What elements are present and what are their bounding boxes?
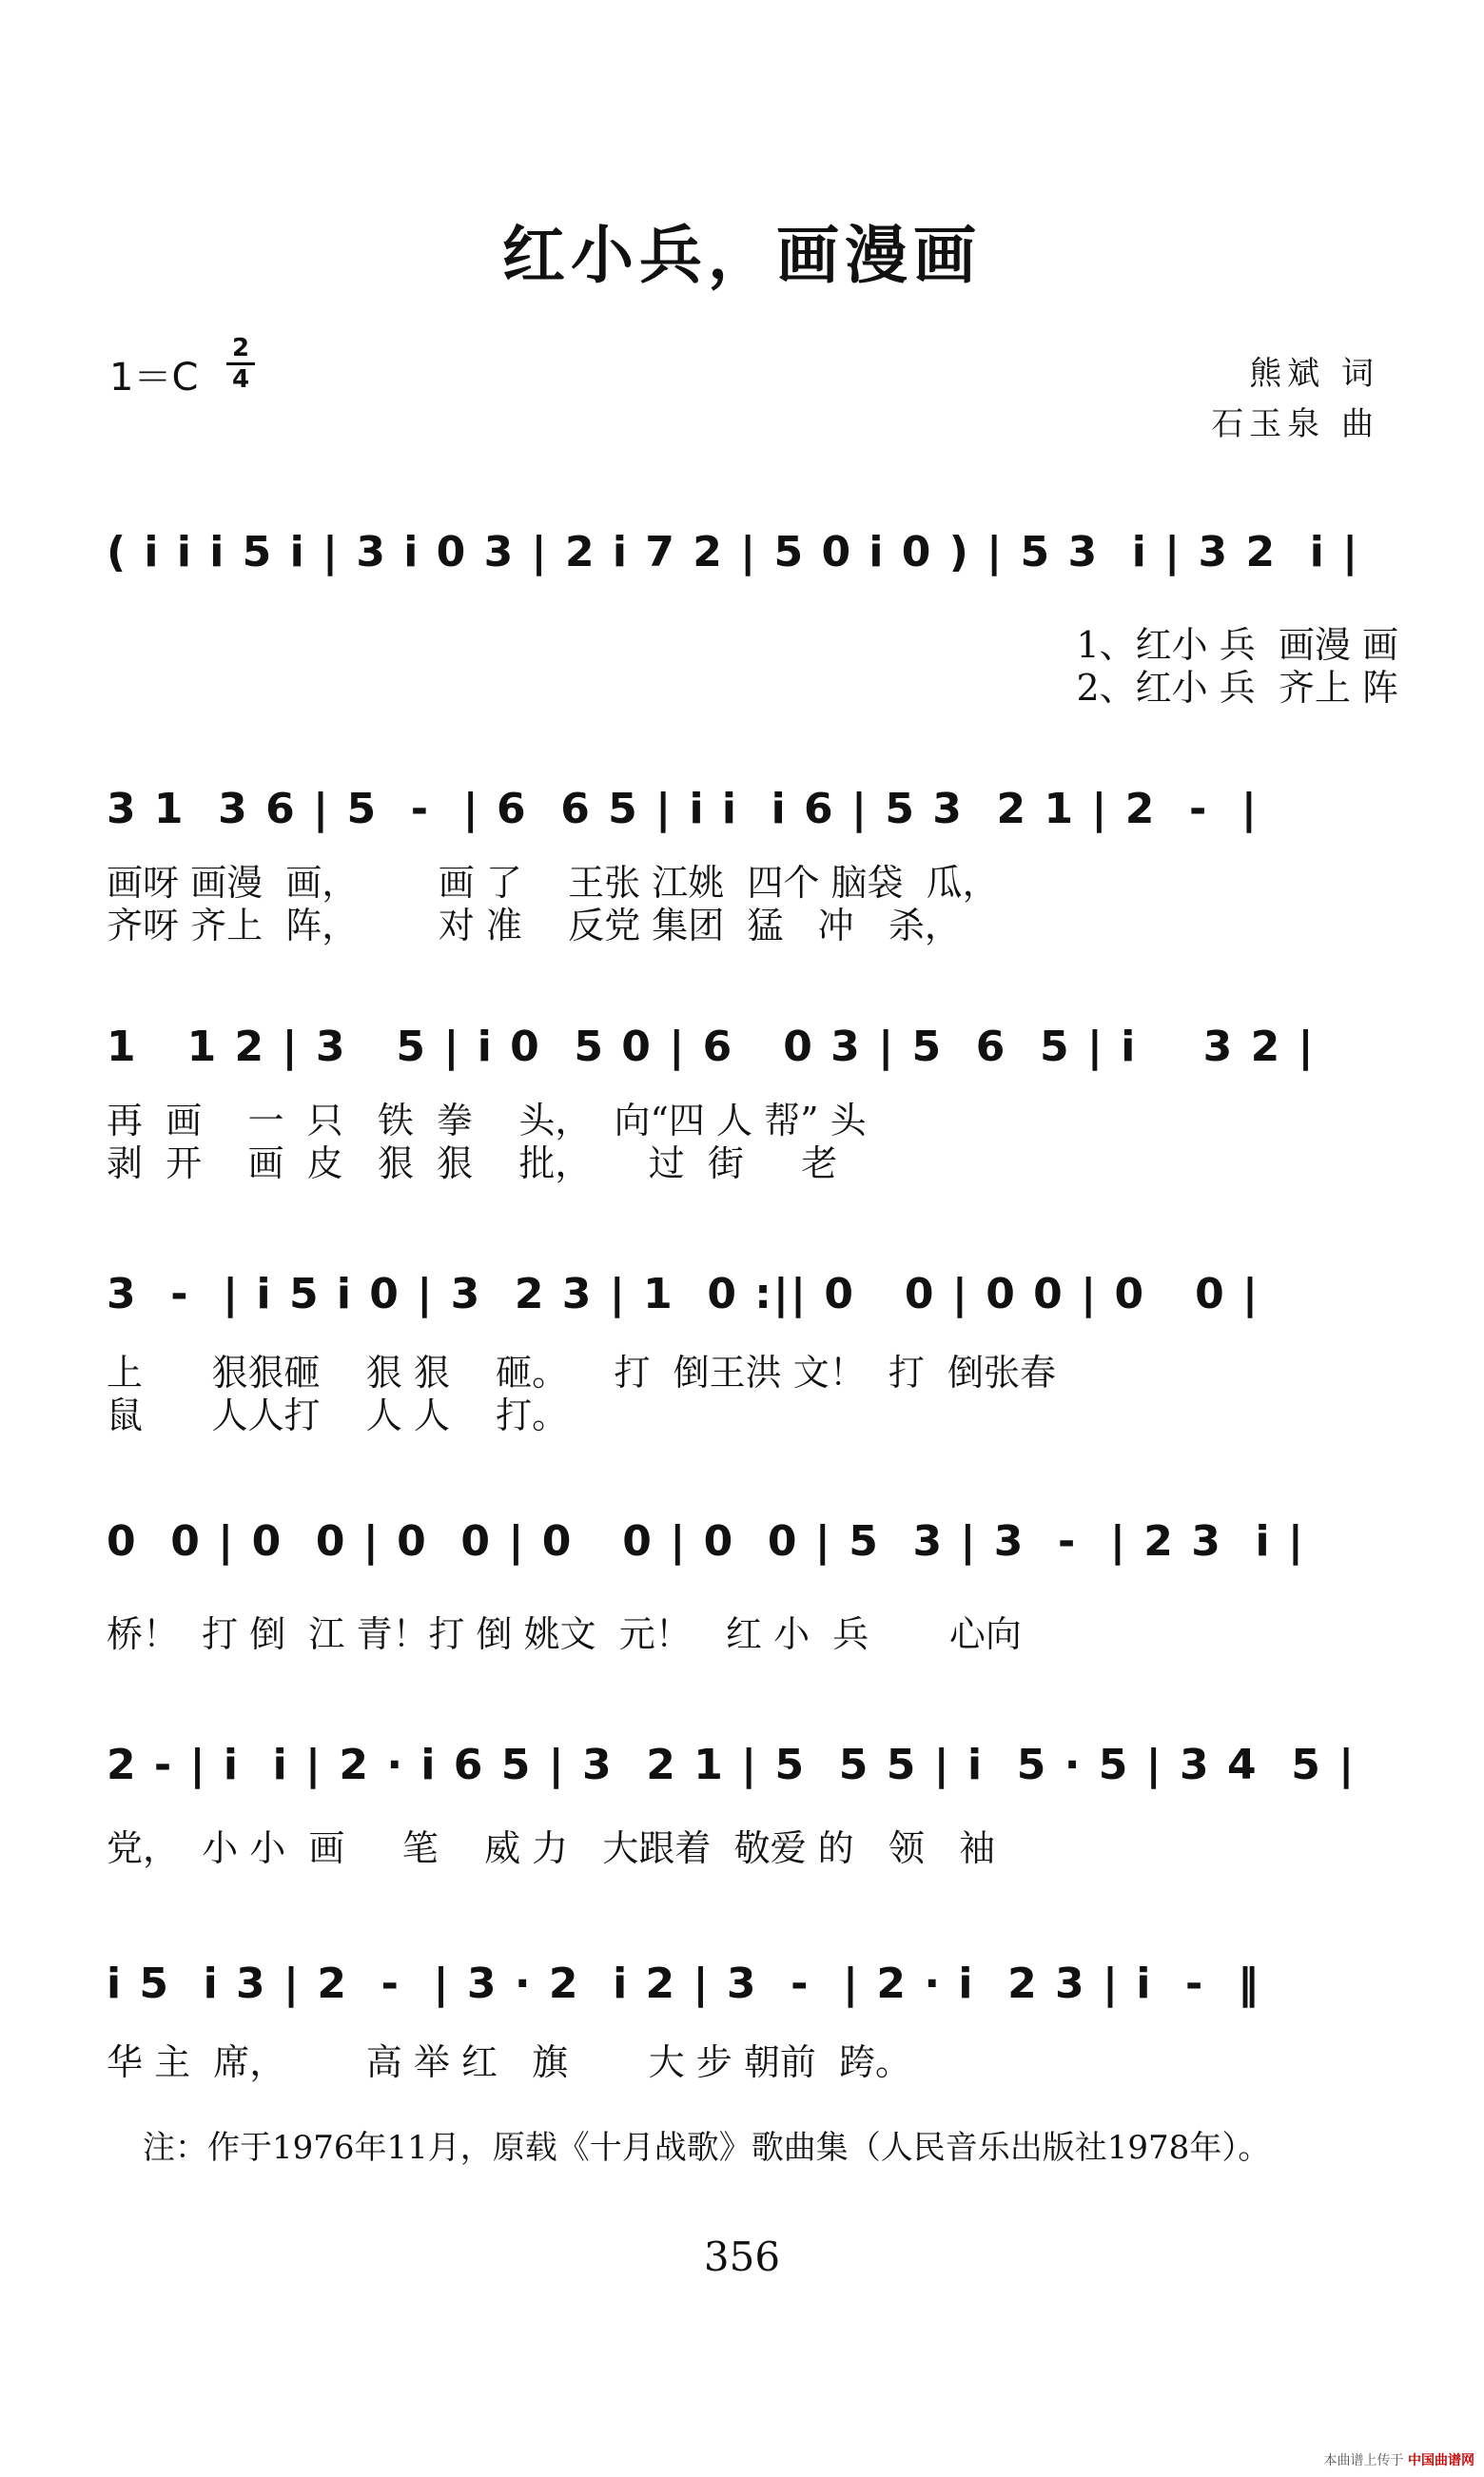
lyrics-line-5-verse-1: 桥！ 打 倒 江 青！打 倒 姚文 元！ 红 小 兵 心向 <box>107 1613 1022 1655</box>
song-title: 红小兵，画漫画 <box>502 218 982 292</box>
lyrics-line-4-verse-2: 鼠 人人打 人 人 打。 <box>107 1395 569 1436</box>
notation-line-2: 3 1 3 6 | 5 - | 6 6 5 | i i i 6 | 5 3 2 1 | 2 - | <box>107 785 1259 833</box>
notation-line-6: 2 - | i i | 2 · i 6 5 | 3 2 1 | 5 5 5 | i 5 · 5 | 3 4 5 | <box>107 1741 1357 1789</box>
time-signature <box>226 335 255 393</box>
lyrics-line-4-verse-1: 上 狠狠砸 狠 狠 砸。 打 倒王洪 文！ 打 倒张春 <box>107 1352 1057 1394</box>
notation-line-1: ( i i i 5 i | 3 i 0 3 | 2 i 7 2 | 5 0 i 0 ) | 5 3 i | 3 2 i | <box>107 528 1360 576</box>
lyricist-credit: 熊斌 词 <box>1249 355 1379 393</box>
notation-line-7: i 5 i 3 | 2 - | 3 · 2 i 2 | 3 - | 2 · i 2 3 | i - ‖ <box>107 1960 1260 2008</box>
lyrics-line-1-verse-2: 2、红小 兵 齐上 阵 <box>1076 667 1398 709</box>
notation-line-4: 3 - | i 5 i 0 | 3 2 3 | 1 0 :|| 0 0 | 0 0 | 0 0 | <box>107 1270 1260 1318</box>
composer-credit: 石玉泉 曲 <box>1211 405 1379 443</box>
footnote: 注：作于1976年11月，原载《十月战歌》歌曲集（人民音乐出版社1978年）。 <box>143 2129 1271 2167</box>
watermark-brand: 中国曲谱网 <box>1408 2453 1474 2468</box>
page-number: 356 <box>703 2233 781 2280</box>
watermark <box>1324 2450 1474 2469</box>
notation-line-3: 1 1 2 | 3 5 | i 0 5 0 | 6 0 3 | 5 6 5 | i 3 2 | <box>107 1023 1316 1071</box>
lyrics-line-7-verse-1: 华 主 席， 高 举 红 旗 大 步 朝前 跨。 <box>107 2041 912 2083</box>
key-signature: 1＝C <box>109 356 199 400</box>
lyrics-line-1-verse-1: 1、红小 兵 画漫 画 <box>1076 624 1398 666</box>
lyrics-line-3-verse-2: 剥 开 画 皮 狠 狠 批， 过 街 老 <box>107 1142 838 1184</box>
time-signature-top: 2 <box>231 334 250 362</box>
lyrics-line-2-verse-2: 齐呀 齐上 阵， 对 准 反党 集团 猛 冲 杀， <box>107 905 961 946</box>
time-signature-bottom: 4 <box>231 365 250 394</box>
watermark-prefix: 本曲谱上传于 <box>1323 2453 1404 2468</box>
lyrics-line-3-verse-1: 再 画 一 只 铁 拳 头， 向“四 人 帮” 头 <box>107 1100 867 1141</box>
lyrics-line-6-verse-1: 党， 小 小 画 笔 威 力 大跟着 敬爱 的 领 袖 <box>107 1827 996 1869</box>
lyrics-line-2-verse-1: 画呀 画漫 画， 画 了 王张 江姚 四个 脑袋 瓜， <box>107 862 999 904</box>
notation-line-5: 0 0 | 0 0 | 0 0 | 0 0 | 0 0 | 5 3 | 3 - | 2 3 i | <box>107 1517 1305 1566</box>
